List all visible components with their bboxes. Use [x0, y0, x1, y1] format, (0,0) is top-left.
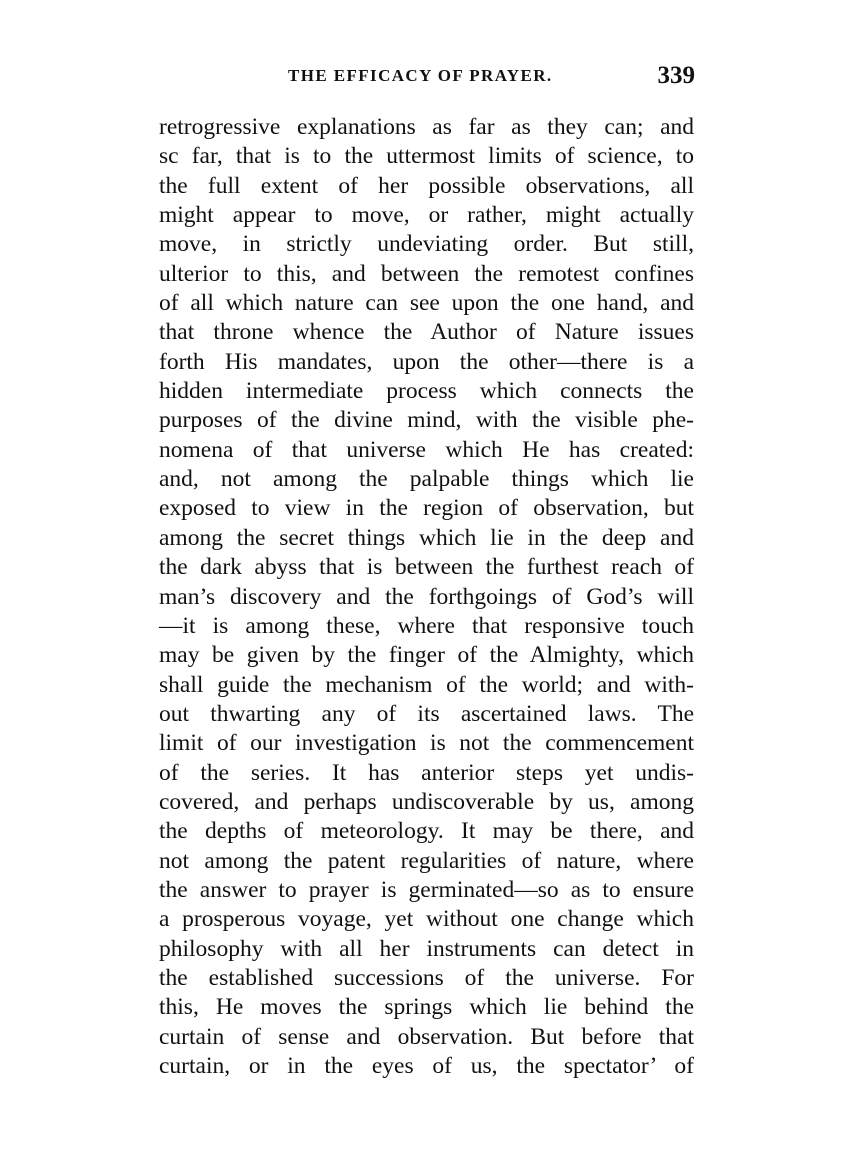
- text-line: philosophy with all her instruments can detect in: [159, 935, 694, 962]
- running-head-title: THE EFFICACY OF PRAYER.: [288, 66, 553, 85]
- text-line: and, not among the palpable things which lie: [159, 466, 694, 493]
- text-line: curtain of sense and observation. But before that: [159, 1023, 694, 1050]
- text-line: may be given by the finger of the Almighty, which: [159, 642, 694, 669]
- running-head: [160, 62, 695, 92]
- text-line: retrogressive explanations as far as they can; and: [159, 114, 694, 140]
- text-line: might appear to move, or rather, might actually: [159, 202, 694, 229]
- text-line: of all which nature can see upon the one hand, and: [159, 290, 694, 317]
- text-line: the dark abyss that is between the furthest reach of: [159, 554, 694, 581]
- text-line: not among the patent regularities of nature, where: [159, 847, 694, 874]
- text-line: of the series. It has anterior steps yet undis-: [159, 759, 694, 786]
- text-line: nomena of that universe which He has created:: [159, 436, 694, 463]
- text-line: that throne whence the Author of Nature issues: [159, 319, 694, 346]
- text-line: among the secret things which lie in the deep and: [159, 524, 694, 551]
- text-line: limit of our investigation is not the commencement: [159, 730, 694, 757]
- text-line: a prosperous voyage, yet without one change which: [159, 906, 694, 933]
- text-line: curtain, or in the eyes of us, the spectator’ of: [159, 1053, 694, 1079]
- text-line: covered, and perhaps undiscoverable by us, among: [159, 788, 694, 815]
- body-text: [159, 113, 694, 1081]
- text-line: ulterior to this, and between the remotest confines: [159, 260, 694, 287]
- text-line: exposed to view in the region of observation, but: [159, 495, 694, 522]
- text-line: the depths of meteorology. It may be there, and: [159, 818, 694, 845]
- text-line: move, in strictly undeviating order. But still,: [159, 231, 694, 258]
- text-line: this, He moves the springs which lie behind the: [159, 994, 694, 1021]
- text-line: forth His mandates, upon the other—there is a: [159, 348, 694, 375]
- text-line: sc far, that is to the uttermost limits of science, to: [159, 143, 694, 170]
- text-line: shall guide the mechanism of the world; and with-: [159, 671, 694, 698]
- text-line: —it is among these, where that responsive touch: [159, 612, 694, 639]
- text-line: the established successions of the universe. For: [159, 964, 694, 991]
- text-line: out thwarting any of its ascertained laws. The: [159, 700, 694, 727]
- text-line: the full extent of her possible observations, all: [159, 172, 694, 199]
- page-number: 339: [657, 62, 695, 89]
- text-line: purposes of the divine mind, with the visible phe-: [159, 407, 694, 434]
- text-line: hidden intermediate process which connects the: [159, 378, 694, 405]
- text-line: the answer to prayer is germinated—so as to ensure: [159, 876, 694, 903]
- text-line: man’s discovery and the forthgoings of God’s will: [159, 583, 694, 610]
